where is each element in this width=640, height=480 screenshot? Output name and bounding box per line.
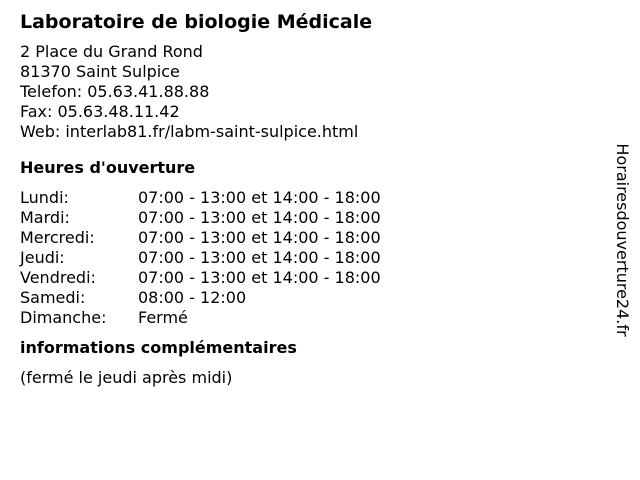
day-label: Vendredi: [20,268,96,287]
hours-row-tuesday [20,208,600,228]
day-label: Jeudi: [20,248,65,267]
time-range: 07:00 - 13:00 et 14:00 - 18:00 [138,208,381,227]
hours-row-saturday [20,288,600,308]
additional-info-text: (fermé le jeudi après midi) [20,368,233,387]
fax-number: Fax: 05.63.48.11.42 [20,102,180,121]
business-name: Laboratoire de biologie Médicale [20,11,373,33]
day-label: Mardi: [20,208,70,227]
site-watermark: Horairesdouverture24.fr [613,143,632,337]
hours-row-sunday [20,308,600,328]
contact-block [20,42,600,142]
address-street: 2 Place du Grand Rond [20,42,203,61]
additional-info-heading: informations complémentaires [20,338,297,357]
address-city: 81370 Saint Sulpice [20,62,180,81]
day-label: Samedi: [20,288,86,307]
hours-row-friday [20,268,600,288]
time-range: 07:00 - 13:00 et 14:00 - 18:00 [138,268,381,287]
business-card [20,10,600,388]
day-label: Mercredi: [20,228,95,247]
time-range: 07:00 - 13:00 et 14:00 - 18:00 [138,188,381,207]
day-label: Dimanche: [20,308,107,327]
time-range: 07:00 - 13:00 et 14:00 - 18:00 [138,248,381,267]
opening-hours-table [20,188,600,328]
website: Web: interlab81.fr/labm-saint-sulpice.html [20,122,359,141]
hours-row-thursday [20,248,600,268]
time-range: 07:00 - 13:00 et 14:00 - 18:00 [138,228,381,247]
hours-row-monday [20,188,600,208]
opening-hours-heading: Heures d'ouverture [20,158,196,177]
day-label: Lundi: [20,188,69,207]
time-range: Fermé [138,308,188,327]
phone-number: Telefon: 05.63.41.88.88 [20,82,210,101]
hours-row-wednesday [20,228,600,248]
time-range: 08:00 - 12:00 [138,288,247,307]
